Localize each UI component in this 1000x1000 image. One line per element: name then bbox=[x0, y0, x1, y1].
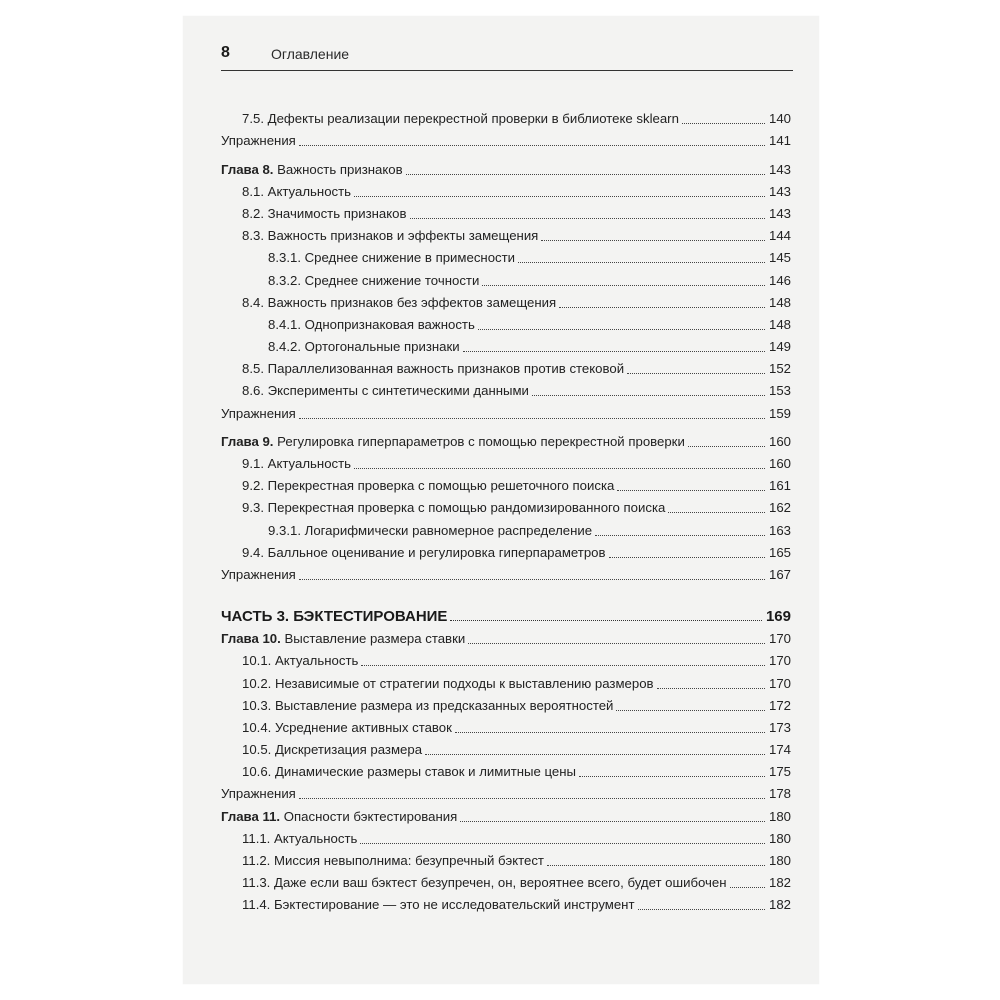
toc-page-number: 175 bbox=[768, 764, 791, 780]
toc-page-number: 146 bbox=[768, 272, 791, 288]
toc-page-number: 169 bbox=[765, 607, 791, 625]
toc-dot-leader bbox=[547, 864, 765, 866]
toc-page-number: 152 bbox=[768, 361, 791, 377]
toc-entry[interactable] bbox=[221, 105, 791, 127]
toc-entry[interactable] bbox=[221, 494, 791, 516]
toc-entry[interactable] bbox=[221, 516, 791, 538]
toc-page-number: 161 bbox=[768, 478, 791, 494]
toc-dot-leader bbox=[361, 664, 765, 666]
toc-page-number: 143 bbox=[768, 161, 791, 177]
toc-dot-leader bbox=[518, 261, 765, 263]
toc-entry[interactable] bbox=[221, 399, 791, 421]
toc-dot-leader bbox=[468, 642, 765, 644]
toc-chapter-prefix: Глава 10. bbox=[221, 631, 281, 647]
toc-page-number: 173 bbox=[768, 719, 791, 735]
toc-dot-leader bbox=[482, 284, 765, 286]
toc-entry[interactable] bbox=[221, 333, 791, 355]
toc-entry-label bbox=[221, 162, 406, 178]
toc-entry[interactable] bbox=[221, 450, 791, 472]
toc-entry-label: 9.3. Перекрестная проверка с помощью рандомизированного поиска bbox=[242, 500, 666, 516]
toc-dot-leader bbox=[425, 753, 765, 755]
toc-dot-leader bbox=[299, 417, 765, 419]
toc-dot-leader bbox=[682, 122, 765, 124]
toc-entry[interactable] bbox=[221, 758, 791, 780]
toc-page-number: 148 bbox=[768, 316, 791, 332]
toc-page-number: 144 bbox=[768, 228, 791, 244]
toc-entry[interactable] bbox=[221, 355, 791, 377]
toc-entry[interactable] bbox=[221, 891, 791, 913]
toc-page-number: 178 bbox=[768, 786, 791, 802]
toc-dot-leader bbox=[638, 908, 765, 910]
toc-dot-leader bbox=[455, 731, 765, 733]
toc-entry-label: 7.5. Дефекты реализации перекрестной проверки в библиотеке sklearn bbox=[242, 111, 679, 127]
toc-page-number: 182 bbox=[768, 875, 791, 891]
toc-entry[interactable] bbox=[221, 825, 791, 847]
toc-entry-label: 8.4.2. Ортогональные признаки bbox=[268, 339, 460, 355]
toc-entry[interactable] bbox=[221, 266, 791, 288]
book-page bbox=[183, 16, 819, 984]
toc-chapter-entry[interactable] bbox=[221, 625, 791, 647]
toc-page-number: 163 bbox=[768, 522, 791, 538]
toc-entry-label: 9.4. Балльное оценивание и регулировка гиперпараметров bbox=[242, 544, 606, 560]
toc-entry[interactable] bbox=[221, 222, 791, 244]
toc-page-number: 180 bbox=[768, 830, 791, 846]
toc-dot-leader bbox=[616, 709, 765, 711]
toc-page-number: 148 bbox=[768, 294, 791, 310]
toc-chapter-entry[interactable] bbox=[221, 155, 791, 177]
toc-chapter-entry[interactable] bbox=[221, 802, 791, 824]
toc-entry-label bbox=[221, 631, 468, 647]
header-rule bbox=[221, 70, 793, 71]
toc-entry[interactable] bbox=[221, 472, 791, 494]
toc-chapter-prefix: Глава 11. bbox=[221, 808, 281, 824]
toc-page-number: 162 bbox=[768, 500, 791, 516]
toc-entry-label: 10.5. Дискретизация размера bbox=[242, 742, 423, 758]
toc-entry[interactable] bbox=[221, 311, 791, 333]
toc-chapter-entry[interactable] bbox=[221, 428, 791, 450]
toc-dot-leader bbox=[360, 842, 765, 844]
toc-entry[interactable] bbox=[221, 178, 791, 200]
toc-entry[interactable] bbox=[221, 647, 791, 669]
toc-entry-label: 8.3.1. Среднее снижение в примесности bbox=[268, 250, 516, 266]
toc-dot-leader bbox=[559, 306, 765, 308]
toc-chapter-prefix: Глава 8. bbox=[221, 161, 274, 177]
toc-entry-label: 8.4.1. Однопризнаковая важность bbox=[268, 316, 475, 332]
toc-page-number: 143 bbox=[768, 205, 791, 221]
toc-entry-label: 9.2. Перекрестная проверка с помощью решеточного поиска bbox=[242, 478, 615, 494]
toc-page-number: 170 bbox=[768, 653, 791, 669]
toc-page-number: 145 bbox=[768, 250, 791, 266]
page-header bbox=[221, 44, 793, 70]
toc-entry[interactable] bbox=[221, 847, 791, 869]
toc-page-number: 159 bbox=[768, 405, 791, 421]
toc-dot-leader bbox=[617, 489, 765, 491]
toc-page-number: 140 bbox=[768, 111, 791, 127]
toc-entry[interactable] bbox=[221, 669, 791, 691]
toc-page-number: 160 bbox=[768, 456, 791, 471]
toc-page-number: 165 bbox=[768, 544, 791, 560]
toc-dot-leader bbox=[299, 144, 765, 146]
toc-entry-label: 8.6. Эксперименты с синтетическими данными bbox=[242, 383, 529, 399]
toc-entry[interactable] bbox=[221, 127, 791, 149]
toc-entry[interactable] bbox=[221, 692, 791, 714]
toc-dot-leader bbox=[627, 372, 765, 374]
toc-chapter-title: Опасности бэктестирования bbox=[283, 808, 458, 824]
toc-entry[interactable] bbox=[221, 377, 791, 399]
toc-part-entry[interactable] bbox=[221, 597, 791, 625]
toc-page-number: 149 bbox=[768, 339, 791, 355]
toc-entry-label: 9.1. Актуальность bbox=[242, 456, 352, 471]
toc-entry-label: 11.3. Даже если ваш бэктест безупречен, он, вероятнее всего, будет ошибочен bbox=[242, 875, 727, 891]
toc-entry-label: 8.4. Важность признаков без эффектов замещения bbox=[242, 294, 557, 310]
toc-page-number: 143 bbox=[768, 183, 791, 199]
toc-entry-label: 11.2. Миссия невыполнима: безупречный бэктест bbox=[242, 853, 544, 868]
toc-page-number: 170 bbox=[768, 631, 791, 647]
toc-chapter-title: Важность признаков bbox=[277, 161, 403, 177]
toc-entry[interactable] bbox=[221, 200, 791, 222]
toc-page-number: 172 bbox=[768, 697, 791, 713]
toc-entry-label: 8.5. Параллелизованная важность признаков против стековой bbox=[242, 361, 625, 377]
toc-dot-leader bbox=[450, 619, 762, 621]
toc-entry-label: 8.3.2. Среднее снижение точности bbox=[268, 272, 480, 288]
toc-entry[interactable] bbox=[221, 780, 791, 802]
toc-page-number: 182 bbox=[768, 897, 791, 913]
toc-entry-label: 11.1. Актуальность bbox=[242, 830, 358, 846]
toc-entry[interactable] bbox=[221, 244, 791, 266]
toc-entry-label: 8.2. Значимость признаков bbox=[242, 205, 407, 221]
toc-entry-label: Упражнения bbox=[221, 786, 296, 802]
toc-entry-label bbox=[221, 434, 688, 450]
toc-entry[interactable] bbox=[221, 714, 791, 736]
toc-entry-label: 10.2. Независимые от стратегии подходы к выставлению размеров bbox=[242, 675, 654, 691]
toc-page-number: 170 bbox=[768, 675, 791, 691]
toc-entry[interactable] bbox=[221, 289, 791, 311]
toc-entry-label: 10.6. Динамические размеры ставок и лимитные цены bbox=[242, 764, 576, 780]
toc-entry-label: 10.1. Актуальность bbox=[242, 653, 359, 669]
toc-dot-leader bbox=[299, 578, 765, 580]
toc-dot-leader bbox=[460, 820, 765, 822]
table-of-contents bbox=[221, 105, 791, 913]
toc-page-number: 153 bbox=[768, 383, 791, 399]
toc-chapter-title: Регулировка гиперпараметров с помощью перекрестной проверки bbox=[277, 433, 685, 449]
toc-dot-leader bbox=[406, 173, 765, 175]
toc-dot-leader bbox=[354, 195, 765, 197]
toc-page-number: 167 bbox=[768, 566, 791, 582]
toc-entry-label: Упражнения bbox=[221, 566, 296, 582]
toc-chapter-prefix: Глава 9. bbox=[221, 433, 274, 449]
toc-entry[interactable] bbox=[221, 736, 791, 758]
toc-dot-leader bbox=[478, 328, 765, 330]
toc-entry-label: ЧАСТЬ 3. БЭКТЕСТИРОВАНИЕ bbox=[221, 607, 448, 625]
toc-entry[interactable] bbox=[221, 869, 791, 891]
page-number: 8 bbox=[221, 44, 230, 61]
toc-entry-label: 8.1. Актуальность bbox=[242, 183, 352, 199]
toc-page-number: 180 bbox=[768, 808, 791, 824]
toc-page-number: 160 bbox=[768, 433, 791, 449]
toc-dot-leader bbox=[730, 886, 765, 888]
toc-dot-leader bbox=[688, 445, 765, 447]
toc-dot-leader bbox=[532, 394, 765, 396]
toc-entry-label: 11.4. Бэктестирование — это не исследовательский инструмент bbox=[242, 897, 635, 913]
toc-dot-leader bbox=[541, 239, 765, 241]
toc-spacer bbox=[221, 583, 791, 597]
toc-dot-leader bbox=[609, 556, 765, 558]
toc-dot-leader bbox=[299, 797, 765, 799]
toc-entry-label: 10.4. Усреднение активных ставок bbox=[242, 719, 452, 735]
toc-page-number: 141 bbox=[768, 133, 791, 149]
toc-entry[interactable] bbox=[221, 561, 791, 583]
toc-entry-label: Упражнения bbox=[221, 405, 296, 421]
toc-dot-leader bbox=[668, 511, 765, 513]
toc-dot-leader bbox=[410, 217, 765, 219]
toc-entry-label: 8.3. Важность признаков и эффекты замещения bbox=[242, 228, 539, 244]
toc-entry-label bbox=[221, 809, 460, 825]
toc-dot-leader bbox=[657, 687, 765, 689]
page-running-title: Оглавление bbox=[271, 46, 350, 62]
toc-dot-leader bbox=[354, 467, 765, 469]
toc-entry[interactable] bbox=[221, 539, 791, 561]
toc-entry-label: 10.3. Выставление размера из предсказанных вероятностей bbox=[242, 697, 614, 713]
toc-page-number: 180 bbox=[768, 853, 791, 868]
toc-dot-leader bbox=[463, 350, 765, 352]
toc-chapter-title: Выставление размера ставки bbox=[284, 631, 466, 647]
toc-dot-leader bbox=[595, 534, 765, 536]
toc-page-number: 174 bbox=[768, 742, 791, 758]
toc-entry-label: 9.3.1. Логарифмически равномерное распределение bbox=[268, 522, 593, 538]
toc-entry-label: Упражнения bbox=[221, 133, 296, 149]
toc-dot-leader bbox=[579, 775, 765, 777]
